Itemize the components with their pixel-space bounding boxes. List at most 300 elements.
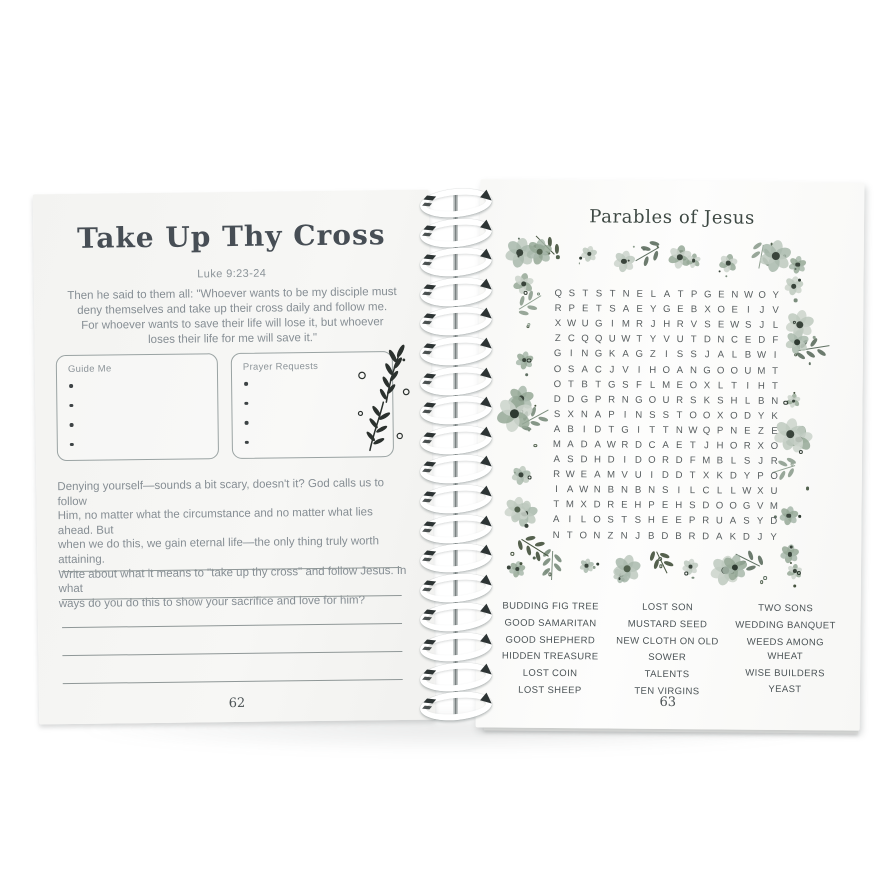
grid-letter: A [553,454,561,466]
grid-letter: O [553,363,562,375]
grid-letter: S [634,515,642,527]
flower-icon [505,498,529,522]
grid-letter: X [757,486,764,498]
grid-letter: S [704,319,711,331]
word-list [476,599,861,698]
spiral-coil [417,515,495,545]
grid-letter: P [690,289,698,301]
guide-me-box [56,353,219,461]
floral-dot [793,585,796,588]
grid-letter: T [609,288,616,300]
grid-letter: J [703,440,709,452]
grid-letter: S [567,454,574,466]
left-page [33,190,435,725]
grid-letter: L [730,485,736,497]
grid-letter: I [610,318,614,330]
grid-letter: A [594,469,601,481]
grid-letter: D [634,439,642,451]
grid-letter: Q [554,288,562,300]
grid-letter: Y [757,410,765,422]
grid-letter: H [730,395,738,407]
word-item: YEAST [768,684,802,696]
grid-letter: X [554,318,562,330]
floral-dot [579,263,581,265]
grid-letter: I [637,364,641,376]
grid-letter: V [663,334,670,346]
grid-letter: F [689,455,696,467]
grid-letter: D [593,499,601,511]
grid-letter: S [690,349,697,361]
spiral-coil [417,337,495,367]
grid-letter: W [566,318,577,330]
grid-letter: I [555,484,558,496]
grid-letter: L [689,485,696,497]
grid-letter: D [742,531,750,543]
word-item: LOST COIN [522,667,578,680]
grid-letter: A [715,530,723,543]
grid-letter: M [621,318,630,330]
grid-letter: Y [770,531,777,543]
grid-letter: S [676,349,684,361]
floral-dot [511,552,515,556]
grid-letter: E [676,379,684,391]
grid-letter: D [634,454,642,466]
grid-letter: R [676,319,684,331]
grid-letter: D [743,410,751,422]
grid-letter: A [729,515,737,528]
flower-icon [528,240,552,264]
grid-letter: D [607,454,615,466]
spiral-coil [417,278,495,308]
grid-letter: N [580,409,588,421]
grid-letter: N [648,485,656,497]
spiral-coil [417,692,495,722]
grid-letter: T [636,334,643,346]
grid-letter: B [634,484,642,497]
grid-letter: Z [554,333,561,345]
right-page-number: 63 [659,694,677,711]
grid-letter: N [552,529,560,541]
grid-letter: R [553,469,561,481]
spiral-coil [417,367,495,397]
grid-letter: G [742,500,751,513]
grid-letter: O [730,410,738,422]
grid-letter: D [729,470,737,482]
floral-dot [518,238,520,240]
grid-letter: U [715,515,723,527]
grid-letter: T [608,424,615,436]
grid-letter: R [688,530,696,542]
grid-letter: A [553,423,561,435]
spiral-coil [417,189,495,219]
grid-letter: P [757,470,764,482]
grid-letter: S [609,303,616,315]
grid-letter: A [676,364,684,376]
grid-letter: O [689,379,698,391]
grid-letter: E [582,303,589,315]
bullet-list [244,382,248,444]
floral-dot [545,570,548,573]
grid-letter: B [716,455,724,467]
spiral-coil [417,574,495,604]
grid-letter: T [553,499,560,511]
grid-letter: U [770,486,778,498]
grid-letter: S [689,500,696,512]
grid-letter: J [758,455,764,467]
word-item: GOOD SHEPHERD [505,634,596,646]
floral-dot [719,271,721,273]
grid-letter: R [607,499,615,511]
writing-line [62,624,402,656]
grid-letter: U [634,469,642,481]
grid-letter: I [623,409,627,421]
grid-letter: D [567,393,575,405]
writing-line [62,596,402,628]
grid-letter: Z [757,425,764,437]
floral-dot [763,576,767,580]
floral-dot [524,291,528,295]
grid-letter: I [746,380,750,392]
grid-letter: R [661,455,670,467]
grid-letter: E [731,304,739,316]
right-page [476,179,865,730]
grid-letter: J [759,320,765,332]
grid-letter: M [565,499,574,511]
grid-letter: P [648,500,655,512]
grid-letter: O [729,440,738,452]
grid-letter: L [717,380,724,392]
grid-letter: W [606,439,616,451]
grid-letter: T [662,424,669,436]
grid-letter: F [772,335,779,347]
spiral-coil [417,219,495,249]
grid-letter: S [595,288,603,300]
grid-letter: R [608,394,616,406]
grid-letter: N [717,334,725,346]
grid-letter: V [690,319,698,331]
grid-letter: A [566,484,574,496]
floral-dot [527,475,531,479]
grid-letter: J [609,363,615,376]
grid-letter: S [743,516,750,528]
word-item: SOWER [648,652,687,664]
verse-reference: Luke 9:23-24 [197,267,267,281]
grid-letter: U [662,394,670,406]
flower-icon [719,255,736,272]
spiral-coil [417,248,495,278]
leaf-sprig-icon [656,551,668,574]
flower-icon [614,556,640,582]
word-item: BUDDING FIG TREE [502,600,599,613]
grid-letter: W [743,289,754,301]
grid-letter: T [689,440,696,452]
grid-letter: S [689,394,697,406]
grid-letter: T [595,378,602,391]
grid-letter: D [580,439,588,451]
grid-letter: N [581,348,589,360]
word-search-grid [549,286,782,545]
grid-letter: U [744,365,752,377]
grid-letter: N [622,288,630,300]
grid-letter: T [676,409,683,421]
grid-letter: G [663,304,671,316]
grid-letter: N [731,289,739,301]
grid-letter: C [594,363,602,375]
left-page-number: 62 [228,695,246,712]
grid-letter: H [647,515,655,527]
grid-letter: X [567,408,574,420]
writing-line [62,652,402,684]
grid-letter: N [771,395,779,407]
grid-letter: Y [772,289,779,301]
floral-dot [725,275,727,277]
grid-letter: N [621,394,629,406]
flower-icon [789,256,806,273]
box-label: Prayer Requests [242,360,319,373]
grid-letter: J [650,319,656,331]
grid-letter: E [744,425,751,437]
grid-letter: T [582,288,589,300]
flower-icon [614,251,634,271]
spiral-coil [417,307,495,337]
grid-letter: I [746,304,750,316]
grid-letter: K [771,410,778,422]
grid-letter: A [662,439,669,451]
grid-letter: D [675,455,683,467]
grid-letter: W [621,333,631,345]
grid-letter: F [635,379,642,391]
grid-letter: R [621,439,629,451]
grid-letter: G [703,364,711,376]
grid-letter: I [677,485,681,497]
grid-letter: O [648,454,656,466]
grid-letter: V [621,469,628,481]
word-item: NEW CLOTH ON OLD [616,635,719,647]
grid-letter: D [758,335,766,347]
box-label: Guide Me [67,363,112,376]
word-item: GOOD SAMARITAN [504,617,597,630]
word-item: WEEDS AMONG WHEAT [746,636,825,662]
grid-letter: E [661,515,669,527]
writing-line [61,540,401,572]
grid-letter: B [744,350,752,362]
grid-letter: V [622,364,629,376]
word-item: WISE BUILDERS [745,667,825,679]
leaf-sprig-icon [522,538,550,557]
grid-letter: Z [649,349,656,361]
floral-dot [534,444,537,447]
grid-letter: K [608,348,616,360]
bullet-dot [244,382,248,386]
grid-letter: A [581,363,588,375]
grid-letter: T [568,378,574,390]
leaf-branch-icon [353,340,414,459]
grid-letter: B [675,530,682,542]
grid-letter: H [634,500,642,512]
grid-letter: N [689,364,697,376]
writing-lines [61,540,403,684]
grid-letter: N [593,484,601,496]
floral-dot [799,450,803,454]
grid-letter: I [568,514,572,526]
grid-letter: O [689,409,697,422]
grid-letter: K [716,470,723,482]
leaf-sprig-icon [518,295,541,310]
grid-letter: T [772,365,779,377]
grid-letter: I [665,349,668,361]
grid-letter: T [566,529,573,541]
floral-dot [556,255,560,259]
floral-dot [525,373,528,376]
grid-letter: R [554,303,562,315]
grid-letter: E [744,334,752,347]
word-list-column [597,600,738,702]
bullet-list [69,384,73,446]
grid-letter: B [690,304,698,316]
grid-letter: X [704,304,711,316]
grid-letter: D [594,424,602,436]
spiral-coil [417,396,495,426]
writing-line [61,568,401,600]
grid-letter: D [661,530,669,542]
grid-letter: O [715,500,724,512]
grid-letter: T [621,515,628,527]
grid-letter: Q [581,333,589,345]
floral-dot [658,557,662,561]
grid-letter: B [567,423,574,436]
spiral-binding [417,189,495,723]
grid-letter: D [770,516,778,528]
floral-dot [593,566,596,569]
grid-letter: G [635,349,644,361]
grid-letter: U [581,318,589,330]
grid-letter: M [662,379,671,391]
grid-letter: R [702,515,710,527]
grid-letter: W [565,469,575,481]
grid-letter: D [703,334,711,346]
grid-letter: Y [649,303,657,316]
grid-letter: A [594,409,602,421]
grid-letter: O [648,394,657,406]
grid-letter: H [649,364,657,376]
grid-letter: Y [649,334,657,346]
grid-letter: S [662,409,670,421]
grid-letter: M [757,365,766,377]
grid-letter: P [594,394,602,406]
bullet-dot [70,423,74,427]
floral-dot [596,562,600,566]
grid-letter: L [716,485,723,497]
grid-letter: O [729,500,737,512]
grid-letter: B [647,530,655,542]
grid-letter: N [635,409,643,421]
grid-letter: L [772,320,779,332]
grid-letter: S [568,288,576,300]
grid-letter: W [688,425,698,437]
grid-letter: E [677,304,684,316]
grid-letter: A [622,349,629,361]
grid-letter: T [689,470,696,482]
grid-letter: Z [607,530,614,542]
bullet-dot [245,441,249,445]
grid-letter: L [650,288,657,300]
flower-icon [580,559,594,573]
grid-letter: I [569,348,573,360]
grid-letter: H [675,500,683,512]
grid-letter: A [552,514,560,526]
flower-icon [786,331,808,353]
grid-letter: T [649,424,656,436]
spiral-coil [417,603,495,633]
verse-text: Then he said to them all: "Whoever wants to be my disciple must deny themselves and take up their cross daily and follow me. For whoever wants to save their life will lose it, but whoever loses their life for me will save it." [67,286,397,347]
word-item: TWO SONS [758,602,814,615]
bullet-dot [70,443,74,447]
grid-letter: E [675,515,682,527]
flower-icon [669,246,691,268]
grid-letter: Y [756,516,764,528]
grid-letter: L [730,455,737,467]
grid-letter: G [621,424,629,436]
grid-letter: N [730,425,738,437]
grid-letter: N [593,529,601,541]
grid-letter: C [702,485,710,497]
grid-letter: V [772,305,779,317]
grid-letter: S [607,514,614,526]
spiral-coil [417,544,495,574]
word-item: MUSTARD SEED [627,618,708,631]
grid-letter: E [771,425,778,437]
grid-letter: B [757,395,765,407]
grid-letter: C [648,439,656,451]
floral-dot [659,565,662,568]
grid-letter: K [703,394,711,407]
reflection-prompt: Denying yourself—sounds a bit scary, doesn't it? God calls us to follow Him, no matter what the circumstance and no matter what lies ahead. But when we do this, we gain eternal life—the only thing truly worth attaining. Write about what it means to "take up thy cross" and follow Jesus. In what ways do you do this to show your sacrifice and love for him? [57,477,407,610]
grid-letter: J [757,531,763,543]
word-item: WEDDING BANQUET [735,619,836,632]
grid-letter: E [580,469,588,481]
grid-letter: L [649,379,656,391]
grid-letter: O [716,364,725,376]
floral-dot [794,299,797,302]
grid-letter: O [770,471,778,483]
grid-letter: R [770,455,778,468]
grid-letter: O [553,378,562,390]
spiral-coil [417,633,495,663]
grid-letter: G [703,289,712,301]
grid-letter: P [608,409,615,421]
floral-dot [514,472,516,474]
grid-letter: I [623,454,627,466]
spiral-coil [417,663,495,693]
grid-letter: I [582,424,586,436]
grid-letter: W [730,319,740,331]
flower-icon [723,555,747,579]
grid-letter: N [620,530,628,542]
grid-letter: G [594,318,603,330]
grid-letter: O [770,440,779,452]
word-list-column [725,601,846,700]
grid-letter: S [661,485,669,497]
grid-letter: W [756,350,767,362]
grid-letter: E [636,303,643,315]
grid-letter: R [676,394,684,406]
grid-letter: Q [594,333,603,345]
grid-letter: G [553,348,562,360]
flower-icon [779,507,797,525]
grid-letter: J [635,530,641,542]
grid-letter: D [661,470,669,482]
floral-dot [809,363,811,365]
